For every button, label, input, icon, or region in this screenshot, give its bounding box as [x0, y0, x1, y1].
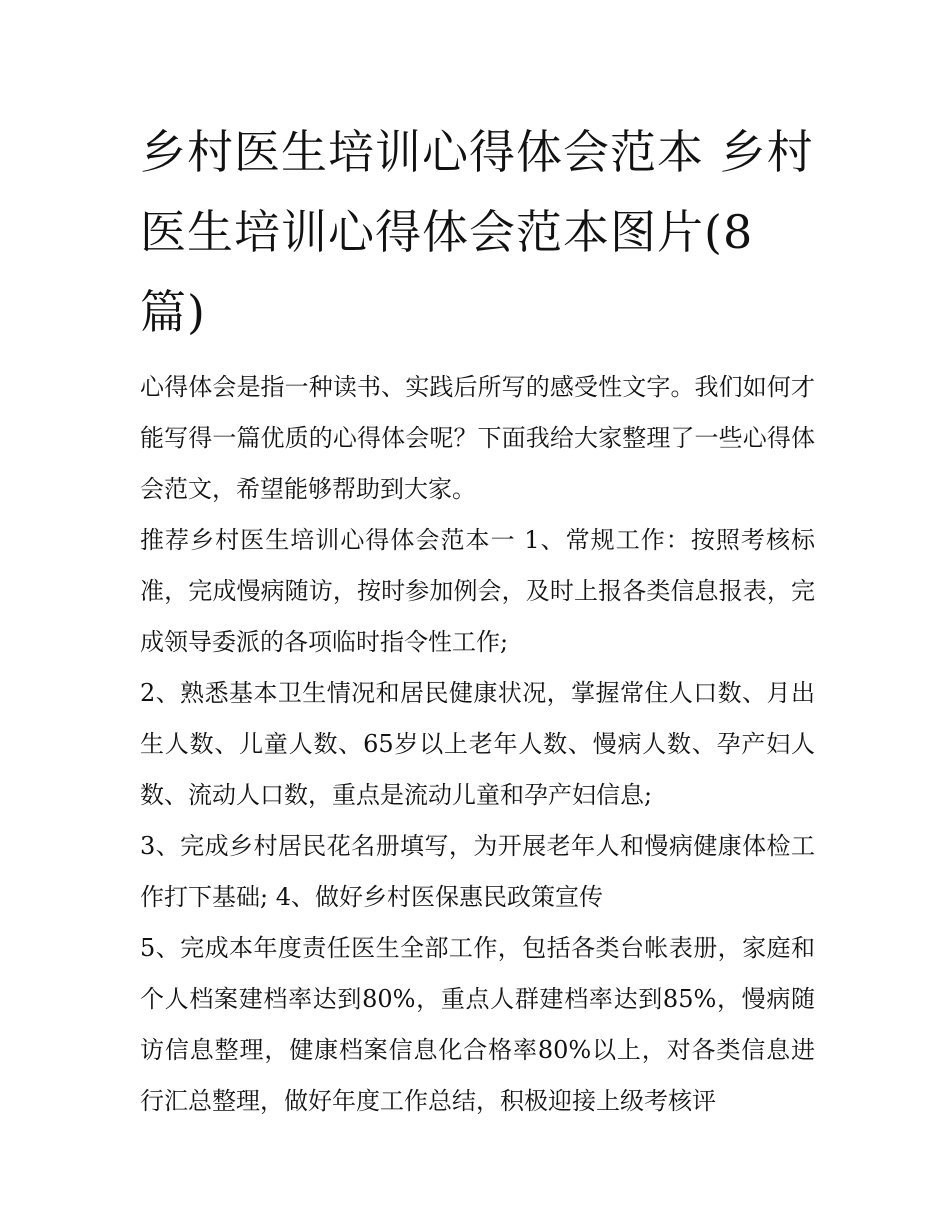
paragraph-item-5: 5、完成本年度责任医生全部工作，包括各类台帐表册，家庭和个人档案建档率达到80%，重点人群建档率达到85%，慢病随访信息整理，健康档案信息化合格率80%以上，对各类信息进行汇总整理，做好年度工作总结，积极迎接上级考核评	[140, 934, 815, 1115]
paragraph-item-2: 2、熟悉基本卫生情况和居民健康状况，掌握常住人口数、月出生人数、儿童人数、65岁以上老年人数、慢病人数、孕产妇人数、流动人口数，重点是流动儿童和孕产妇信息;	[140, 679, 815, 809]
document-title: 乡村医生培训心得体会范本 乡村医生培训心得体会范本图片(8篇)	[140, 125, 814, 339]
document-page	[140, 112, 815, 1127]
paragraph-item-1: 推荐乡村医生培训心得体会范本一 1、常规工作：按照考核标准，完成慢病随访，按时参加例会，及时上报各类信息报表，完成领导委派的各项临时指令性工作;	[140, 526, 815, 656]
paragraph-item-3-4: 3、完成乡村居民花名册填写，为开展老年人和慢病健康体检工作打下基础; 4、做好乡村医保惠民政策宣传	[140, 832, 815, 911]
intro-paragraph: 心得体会是指一种读书、实践后所写的感受性文字。我们如何才能写得一篇优质的心得体会呢？下面我给大家整理了一些心得体会范文，希望能够帮助到大家。	[140, 373, 815, 503]
